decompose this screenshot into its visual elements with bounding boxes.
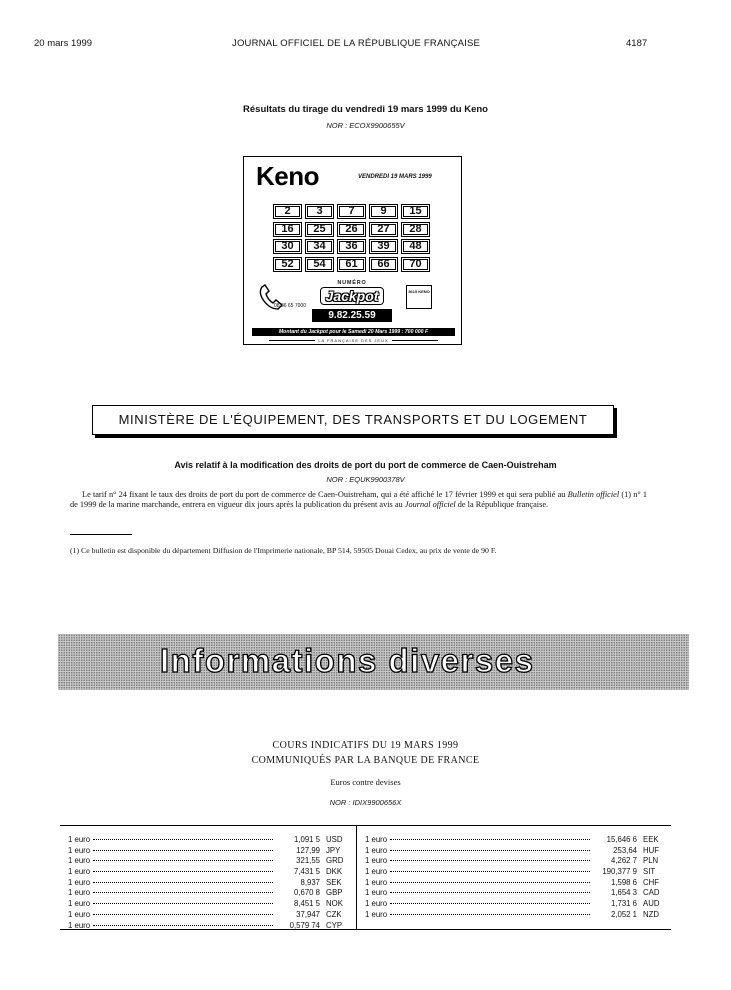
rate-value: 1,598 6	[610, 877, 637, 887]
rates-column-left	[68, 835, 346, 931]
currency-code: GBP	[326, 888, 343, 898]
rate-row	[68, 899, 346, 910]
dot-leader	[390, 839, 590, 840]
avis-title: Avis relatif à la modification des droits de port du port de commerce de Caen-Ouistreham	[174, 460, 557, 470]
rate-value: 15,646 6	[606, 835, 637, 844]
rate-value: 253,64	[613, 845, 637, 855]
keno-section-title: Résultats du tirage du vendredi 19 mars 1999 du Keno	[243, 104, 488, 115]
dot-leader	[93, 839, 273, 840]
avis-body-part: (1) n° 1 de 1999 de la marine marchande, entrera en vigueur dix jours après la publication du présent avis au	[70, 490, 648, 509]
rate-label: 1 euro	[68, 845, 91, 855]
avis-body-italic: Journal officiel	[404, 500, 456, 509]
keno-number: 34	[305, 239, 334, 254]
rate-value: 1,654 3	[610, 888, 637, 898]
header-page-number: 4187	[626, 38, 648, 49]
keno-number: 15	[401, 204, 430, 219]
rates-column-right	[365, 835, 663, 921]
francaise-des-jeux-label: LA FRANÇAISE DES JEUX	[244, 338, 463, 343]
keno-ticket-date: VENDREDI 19 MARS 1999	[358, 174, 432, 180]
rate-label: 1 euro	[365, 909, 388, 919]
rate-row	[365, 846, 663, 857]
jackpot-block	[310, 280, 394, 322]
rate-label: 1 euro	[68, 888, 91, 898]
rate-value: 190,377 9	[602, 867, 637, 877]
currency-code: USD	[326, 835, 343, 844]
currency-code: CAD	[643, 888, 660, 898]
keno-nor-reference: NOR : ECOX9900655V	[326, 121, 405, 130]
rate-value: 7,431 5	[293, 867, 320, 877]
dot-leader	[93, 892, 273, 893]
keno-grid-row	[273, 204, 435, 219]
keno-number: 48	[401, 239, 430, 254]
rate-label: 1 euro	[365, 835, 388, 844]
keno-number: 61	[337, 257, 366, 272]
keno-number: 2	[273, 204, 302, 219]
dot-leader	[93, 850, 273, 851]
rate-label: 1 euro	[365, 845, 388, 855]
footnote-divider	[70, 534, 132, 535]
keno-number: 39	[369, 239, 398, 254]
rate-row	[68, 867, 346, 878]
dot-leader	[93, 914, 273, 915]
rate-label: 1 euro	[68, 856, 91, 866]
jackpot-amount-banner: Montant du Jackpot pour le Samedi 20 Mars 1999 : 700 000 F	[252, 328, 455, 336]
avis-body-part: Le tarif n° 24 fixant le taux des droits de port du port de commerce de Caen-Ouistreham, qui a été affiché le 17 février 1999 et qui sera publié au	[82, 490, 568, 499]
minitel-icon: 3615 KENO	[406, 285, 432, 309]
dot-leader	[390, 850, 590, 851]
keno-number: 9	[369, 204, 398, 219]
rate-value: 1,091 5	[293, 835, 320, 844]
currency-code: NZD	[643, 909, 660, 919]
rate-row	[365, 910, 663, 921]
rate-value: 0,579 74	[289, 920, 320, 930]
rate-label: 1 euro	[365, 899, 388, 909]
header-date: 20 mars 1999	[34, 38, 93, 49]
currency-code: CYP	[326, 920, 343, 930]
dot-leader	[390, 903, 590, 904]
cours-title-line1: COURS INDICATIFS DU 19 MARS 1999	[272, 740, 459, 751]
rate-label: 1 euro	[365, 888, 388, 898]
dot-leader	[390, 882, 590, 883]
exchange-rates-table	[60, 825, 671, 930]
table-column-divider	[356, 826, 357, 929]
currency-code: CZK	[326, 909, 342, 919]
keno-grid-row	[273, 222, 435, 237]
rate-row	[68, 878, 346, 889]
rate-label: 1 euro	[68, 867, 91, 877]
keno-number: 27	[369, 222, 398, 237]
keno-number: 54	[305, 257, 334, 272]
rate-row	[68, 856, 346, 867]
keno-ticket-image	[243, 156, 462, 345]
avis-body-italic: Bulletin officiel	[567, 490, 620, 499]
currency-code: CHF	[643, 877, 660, 887]
keno-number: 25	[305, 222, 334, 237]
currency-code: NOK	[326, 899, 343, 909]
currency-code: DKK	[326, 867, 343, 877]
rate-row	[365, 888, 663, 899]
keno-number: 26	[337, 222, 366, 237]
rate-label: 1 euro	[68, 877, 91, 887]
keno-number: 36	[337, 239, 366, 254]
rate-row	[365, 856, 663, 867]
keno-number: 3	[305, 204, 334, 219]
dot-leader	[93, 925, 273, 926]
rate-row	[68, 910, 346, 921]
rate-row	[365, 899, 663, 910]
header-journal-title: JOURNAL OFFICIEL DE LA RÉPUBLIQUE FRANÇAISE	[232, 38, 481, 49]
currency-code: GRD	[326, 856, 344, 866]
rate-label: 1 euro	[365, 867, 388, 877]
keno-number: 7	[337, 204, 366, 219]
jackpot-number: 9.82.25.59	[312, 309, 392, 322]
rate-value: 127,99	[296, 845, 320, 855]
currency-code: PLN	[643, 856, 659, 866]
rate-value: 8,451 5	[293, 899, 320, 909]
ministry-heading: MINISTÈRE DE L'ÉQUIPEMENT, DES TRANSPORTS ET DU LOGEMENT	[92, 405, 614, 435]
rate-row	[68, 921, 346, 932]
informations-banner-title: Informations diverses	[160, 642, 535, 679]
keno-number: 30	[273, 239, 302, 254]
rate-label: 1 euro	[68, 909, 91, 919]
dot-leader	[390, 892, 590, 893]
cours-nor-reference: NOR : IDIX9900656X	[329, 798, 402, 807]
avis-nor-reference: NOR : EQUK9900378V	[326, 475, 405, 484]
jackpot-label: NUMÉRO	[337, 280, 367, 286]
keno-number: 28	[401, 222, 430, 237]
dot-leader	[93, 871, 273, 872]
keno-number-grid	[273, 204, 435, 274]
currency-code: SEK	[326, 877, 342, 887]
dot-leader	[93, 860, 273, 861]
dot-leader	[93, 882, 273, 883]
rate-label: 1 euro	[68, 899, 91, 909]
rate-row	[68, 835, 346, 846]
keno-number: 16	[273, 222, 302, 237]
rate-value: 0,670 8	[293, 888, 320, 898]
dot-leader	[390, 871, 590, 872]
currency-code: AUD	[643, 899, 660, 909]
currency-code: SIT	[643, 867, 656, 877]
rate-label: 1 euro	[365, 856, 388, 866]
keno-number: 52	[273, 257, 302, 272]
rate-row	[365, 835, 663, 846]
avis-body-text	[70, 490, 647, 510]
rate-label: 1 euro	[68, 920, 91, 930]
rate-label: 1 euro	[68, 835, 91, 844]
keno-grid-row	[273, 239, 435, 254]
avis-footnote: (1) Ce bulletin est disponible du département Diffusion de l'Imprimerie nationale, BP 514, 59505 Douai Cedex, au prix de vente de 90 F.	[70, 546, 497, 555]
avis-body-part: de la République française.	[455, 500, 549, 509]
rate-value: 1,731 6	[610, 899, 637, 909]
rate-row	[365, 867, 663, 878]
cours-subtitle: Euros contre devises	[330, 777, 401, 787]
keno-number: 66	[369, 257, 398, 272]
rate-value: 37,947	[296, 909, 320, 919]
rate-row	[68, 846, 346, 857]
rate-value: 8,937	[300, 877, 320, 887]
rate-label: 1 euro	[365, 877, 388, 887]
rate-row	[365, 878, 663, 889]
rate-row	[68, 888, 346, 899]
keno-number: 70	[401, 257, 430, 272]
keno-phone-number: 08 36 65 7000	[274, 303, 306, 309]
rate-value: 4,262 7	[610, 856, 637, 866]
telephone-icon	[256, 279, 296, 315]
jackpot-logo: Jackpot	[320, 287, 385, 305]
currency-code: EEK	[643, 835, 659, 844]
dot-leader	[93, 903, 273, 904]
dot-leader	[390, 860, 590, 861]
keno-grid-row	[273, 257, 435, 272]
keno-logo: Keno	[256, 161, 319, 191]
dot-leader	[390, 914, 590, 915]
rate-value: 2,052 1	[610, 909, 637, 919]
currency-code: HUF	[643, 845, 660, 855]
rate-value: 321,55	[296, 856, 320, 866]
currency-code: JPY	[326, 845, 341, 855]
cours-title-line2: COMMUNIQUÉS PAR LA BANQUE DE FRANCE	[251, 755, 480, 766]
